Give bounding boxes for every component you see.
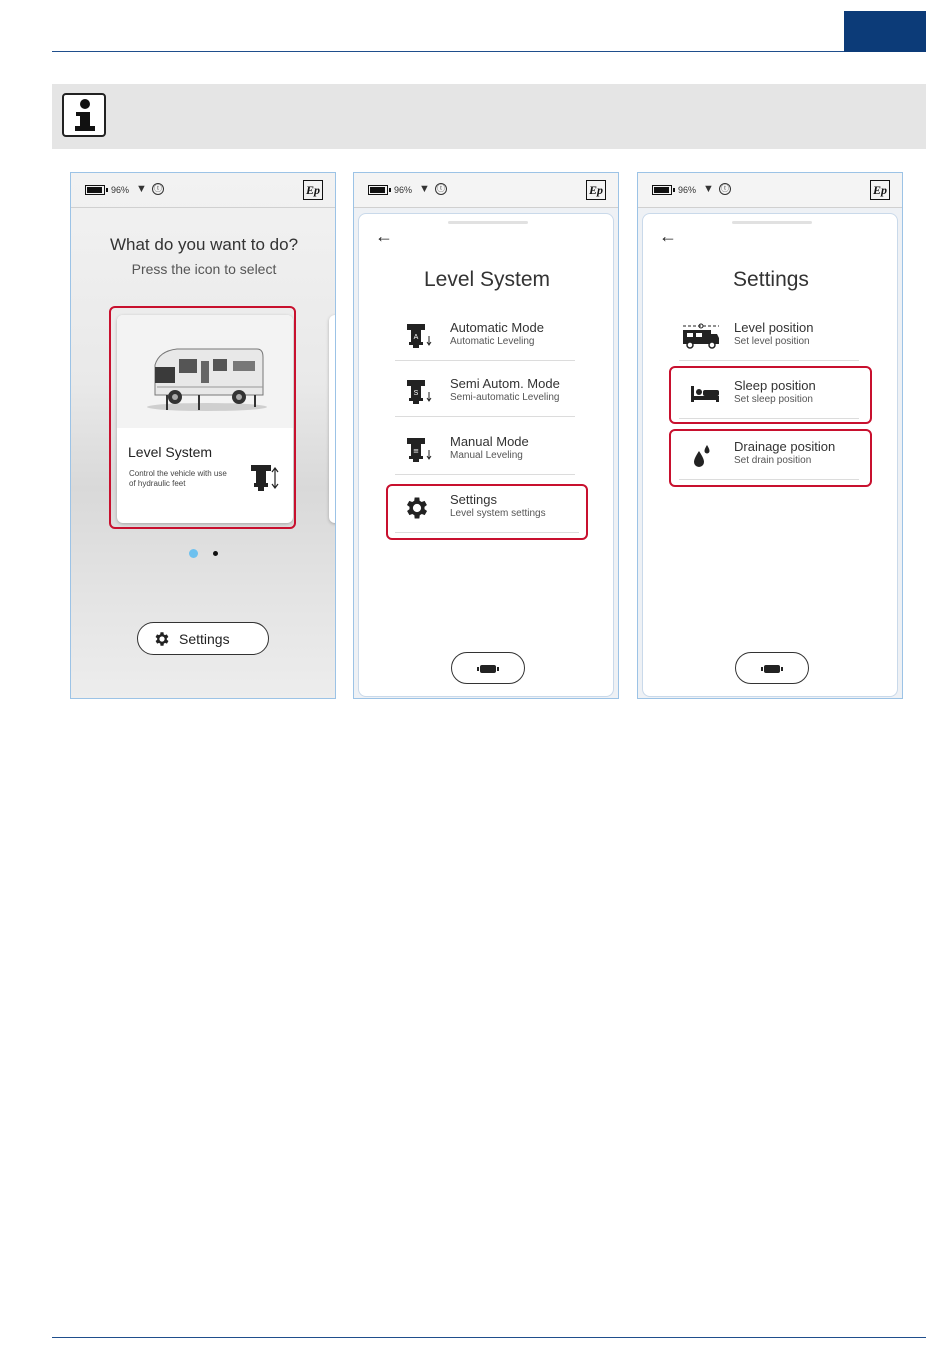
vehicle-icon: [764, 665, 780, 673]
camper-level-icon: [681, 322, 721, 350]
settings-button[interactable]: [137, 622, 269, 655]
header-rule: [52, 51, 926, 52]
info-icon: [62, 93, 106, 137]
semi-auto-mode-icon: [405, 378, 433, 406]
menu-item-title: Automatic Mode: [450, 320, 544, 335]
screen-level-system: [353, 172, 619, 699]
level-system-sheet: [358, 213, 614, 697]
menu-item-subtitle: Manual Leveling: [450, 450, 523, 461]
home-button[interactable]: [451, 652, 525, 684]
menu-item-title: Manual Mode: [450, 434, 529, 449]
highlight-frame: [386, 484, 588, 540]
info-banner: [52, 84, 926, 149]
screen-home: [70, 172, 336, 699]
wifi-icon: ▼: [703, 183, 714, 195]
battery-percentage: 96%: [678, 185, 697, 195]
status-bar: [354, 173, 618, 208]
vehicle-icon: [480, 665, 496, 673]
status-bar: [71, 173, 335, 208]
battery-percentage: 96%: [394, 185, 413, 195]
svg-text:S: S: [413, 390, 419, 397]
svg-text:≡: ≡: [413, 447, 419, 455]
question-subtitle: Press the icon to select: [131, 261, 277, 277]
page-title: Settings: [733, 268, 809, 291]
wifi-icon: ▼: [136, 183, 147, 195]
menu-item-subtitle: Set sleep position: [734, 394, 813, 405]
chapter-tab: [844, 11, 926, 52]
highlight-frame: [669, 366, 872, 424]
card-description: Control the vehicle with use of hydraulic feet: [129, 469, 227, 488]
question-title: What do you want to do?: [109, 235, 299, 254]
ep-logo: Ep: [586, 180, 606, 200]
screen-settings: [637, 172, 903, 699]
ep-logo: Ep: [303, 180, 323, 200]
menu-item-automatic-mode[interactable]: [395, 314, 575, 361]
bluetooth-icon: ⓣ: [154, 184, 162, 193]
menu-item-manual-mode[interactable]: [395, 428, 575, 475]
wifi-icon: ▼: [419, 183, 430, 195]
menu-item-semi-auto-mode[interactable]: [395, 370, 575, 417]
card-title: Level System: [128, 444, 213, 460]
home-button[interactable]: [735, 652, 809, 684]
settings-button-label: Settings: [179, 631, 230, 647]
menu-item-title: Semi Autom. Mode: [450, 376, 560, 391]
menu-item-subtitle: Level system settings: [450, 508, 546, 519]
footer-rule: [52, 1337, 926, 1338]
menu-item-title: Drainage position: [734, 439, 836, 454]
menu-item-title: Level position: [734, 320, 814, 335]
ep-logo: Ep: [870, 180, 890, 200]
menu-item-subtitle: Automatic Leveling: [450, 336, 535, 347]
battery-percentage: 96%: [111, 185, 130, 195]
sheet-grabber[interactable]: [448, 221, 528, 224]
carousel-dot-active[interactable]: [189, 549, 198, 558]
sheet-grabber[interactable]: [732, 221, 812, 224]
carousel-dot[interactable]: [213, 551, 218, 556]
settings-sheet: [642, 213, 898, 697]
gear-icon: [153, 630, 171, 648]
highlight-frame: [669, 429, 872, 487]
menu-item-subtitle: Semi-automatic Leveling: [450, 392, 560, 403]
status-bar: [638, 173, 902, 208]
menu-item-subtitle: Set level position: [734, 336, 810, 347]
manual-mode-icon: [405, 436, 433, 464]
menu-item-level-position[interactable]: [679, 314, 859, 361]
bluetooth-icon: ⓣ: [437, 184, 445, 193]
menu-item-subtitle: Set drain position: [734, 455, 812, 466]
back-arrow-icon[interactable]: ←: [659, 226, 677, 246]
highlight-frame: [109, 306, 296, 529]
page-title: Level System: [423, 268, 551, 291]
svg-text:A: A: [413, 334, 419, 341]
automatic-mode-icon: [405, 322, 433, 350]
next-card-peek[interactable]: [329, 315, 336, 523]
battery-icon: [652, 185, 672, 195]
menu-item-title: Settings: [450, 492, 497, 507]
battery-icon: [85, 185, 105, 195]
battery-icon: [368, 185, 388, 195]
bluetooth-icon: ⓣ: [721, 184, 729, 193]
menu-item-title: Sleep position: [734, 378, 816, 393]
back-arrow-icon[interactable]: ←: [375, 226, 393, 246]
